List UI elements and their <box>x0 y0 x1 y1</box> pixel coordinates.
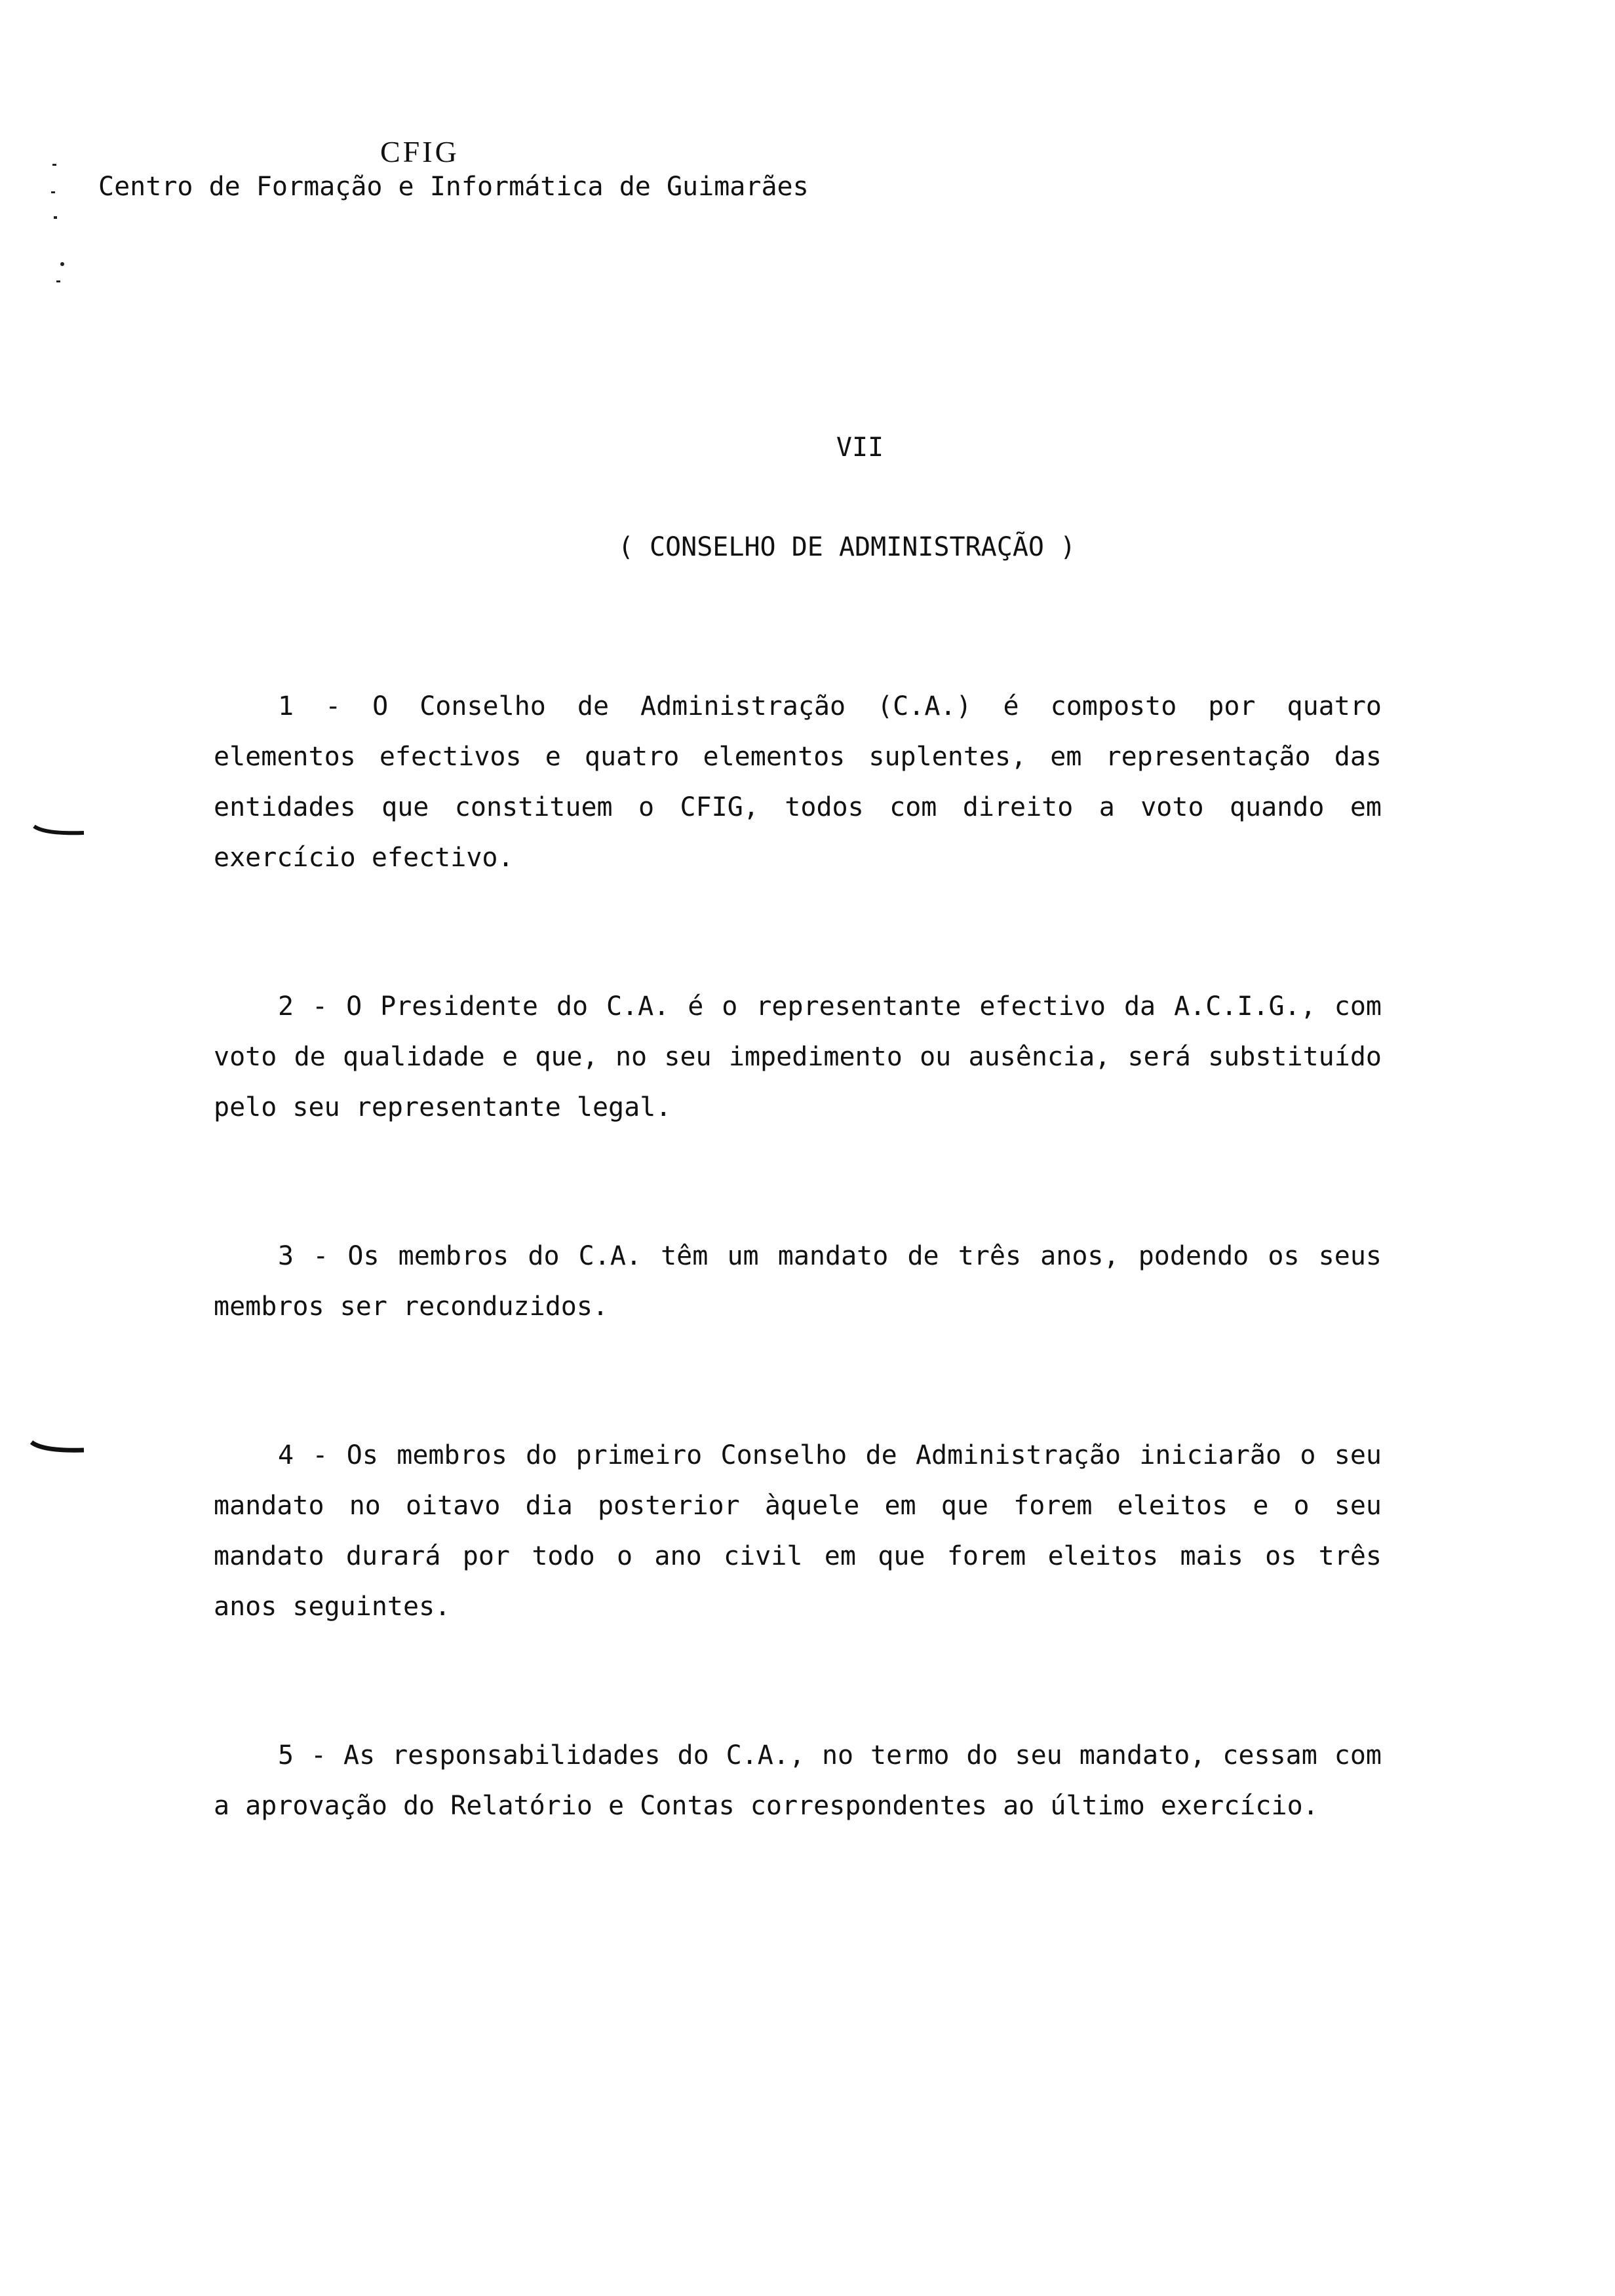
margin-binding-mark <box>31 822 90 842</box>
section-number: VII <box>836 432 884 463</box>
paragraph-4: 4 - Os membros do primeiro Conselho de Administração iniciarão o seu mandato no oitavo dia posterior àquele em que forem eleitos e o seu mandato durará por todo o ano civil em que forem eleitos mais os três anos seguintes. <box>214 1440 1382 1622</box>
paragraph-5: 5 - As responsabilidades do C.A., no termo do seu mandato, cessam com a aprovação do Relatório e Contas correspondentes ao último exercício. <box>214 1740 1382 1821</box>
margin-mark <box>60 262 64 266</box>
org-acronym: CFIG <box>380 135 459 168</box>
section-title: ( CONSELHO DE ADMINISTRAÇÃO ) <box>617 532 1076 562</box>
margin-binding-mark <box>29 1438 88 1458</box>
margin-mark <box>54 216 57 219</box>
paragraph-1: 1 - O Conselho de Administração (C.A.) é composto por quatro elementos efectivos e quatro elementos suplentes, em representação das entidades que constituem o CFIG, todos com direito a voto quando em exercício efectivo. <box>214 691 1382 873</box>
margin-mark <box>52 164 56 166</box>
org-full-name: Centro de Formação e Informática de Guimarães <box>98 172 809 202</box>
margin-mark <box>56 280 60 282</box>
margin-mark <box>51 191 55 193</box>
paragraph-3: 3 - Os membros do C.A. têm um mandato de três anos, podendo os seus membros ser reconduzidos. <box>214 1241 1382 1322</box>
document-body <box>214 681 1382 1831</box>
paragraph-2: 2 - O Presidente do C.A. é o representante efectivo da A.C.I.G., com voto de qualidade e que, no seu impedimento ou ausência, será substituído pelo seu representante legal. <box>214 991 1382 1122</box>
